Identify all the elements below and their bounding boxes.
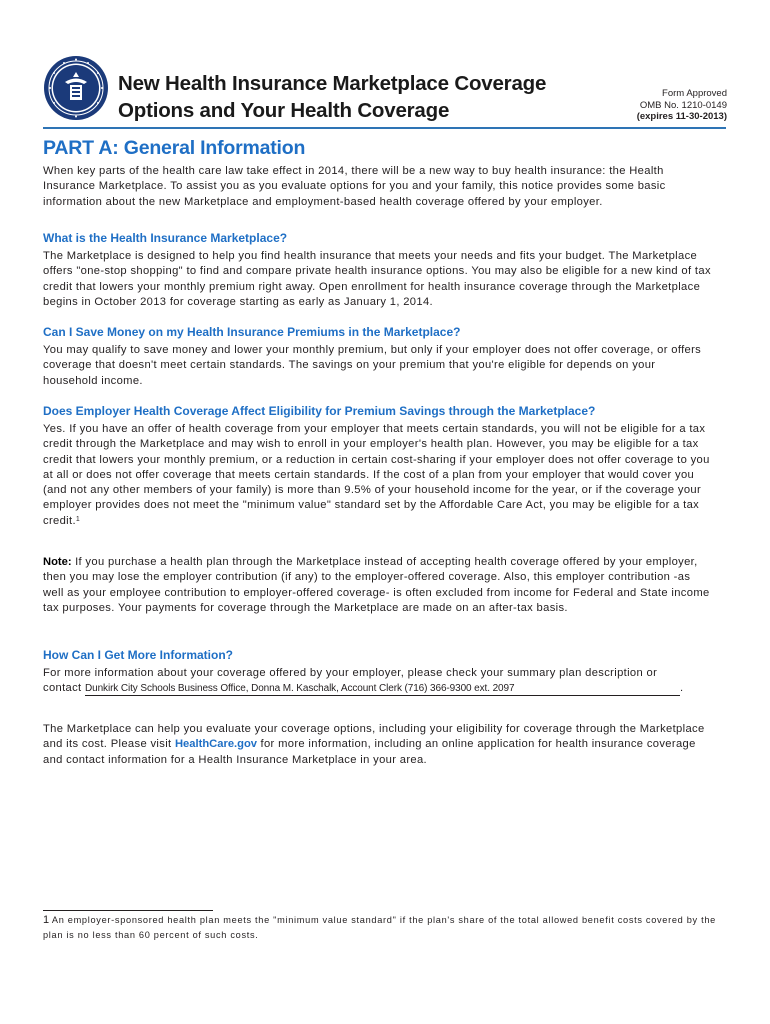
note-body: If you purchase a health plan through the Marketplace instead of accepting health coverage offered by your employer, then you may lose the employer contribution (if any) to the employer-offered coverage. Also, this employer contribution -as well as your employee contribution to employer-offered coverage- is often excluded from income for Federal and State income tax purposes. Your payments for coverage through the Marketplace are made on an after-tax basis. bbox=[43, 556, 710, 614]
section-heading-save-money: Can I Save Money on my Health Insurance Premiums in the Marketplace? bbox=[43, 325, 461, 339]
section-body-employer-coverage bbox=[43, 422, 713, 529]
footnote bbox=[43, 913, 723, 942]
footnote-divider bbox=[43, 910, 213, 911]
part-a-title: PART A: General Information bbox=[43, 137, 306, 159]
marketplace-help-after-link: for more information, including an online application for health insurance coverage and contact information for a Health Insurance Marketplace in your area. bbox=[43, 738, 696, 766]
header-divider bbox=[43, 127, 726, 129]
marketplace-help-before-link: The Marketplace can help you evaluate your coverage options, including your eligibility for coverage through the Marketplace and its cost. Please visit bbox=[43, 723, 705, 751]
employer-coverage-text: Yes. If you have an offer of health coverage from your employer that meets certain standards, you will not be eligible for a tax credit through the Marketplace and may wish to enroll in your employer's health plan. However, you may be eligible for a tax credit that lowers your monthly premium, or a reduction in certain cost-sharing if your employer does not offer coverage to you at all or does not offer coverage that meets certain standards. If the cost of a plan from your employer that would cover you (and not any other members of your family) is more than 9.5% of your household income for the year, or if the coverage your employer provides does not meet the "minimum value" standard set by the Affordable Care Act, you may be eligible for a tax credit. bbox=[43, 423, 710, 527]
title-line-1: New Health Insurance Marketplace Coverage bbox=[118, 72, 547, 95]
healthcare-gov-link[interactable]: HealthCare.gov bbox=[174, 738, 258, 751]
contact-line bbox=[43, 681, 713, 696]
notice-title bbox=[118, 70, 588, 124]
form-approved-label: Form Approved bbox=[662, 88, 727, 99]
intro-paragraph: When key parts of the health care law take effect in 2014, there will be a new way to buy health insurance: the Health Insurance Marketplace. To assist you as you evaluate options for you and your family, this notice provides some basic information about the new Marketplace and employment-based health coverage offered by your employer. bbox=[43, 165, 666, 208]
section-heading-marketplace: What is the Health Insurance Marketplace? bbox=[43, 231, 288, 245]
title-line-2: Options and Your Health Coverage bbox=[118, 99, 450, 122]
section-body-marketplace: The Marketplace is designed to help you find health insurance that meets your needs and fits your budget. The Marketplace offers "one-stop shopping" to find and compare private health insurance options. You may also be eligible for a new kind of tax credit that lowers your monthly premium right away. Open enrollment for health insurance coverage through the Marketplace begins in October 2013 for coverage starting as early as January 1, 2014. bbox=[43, 250, 711, 308]
contact-field: Dunkirk City Schools Business Office, Donna M. Kaschalk, Account Clerk (716) 366-9300 ext. 2097 bbox=[85, 683, 680, 696]
section-heading-more-info: How Can I Get More Information? bbox=[43, 648, 234, 662]
department-of-labor-seal-icon bbox=[43, 55, 109, 121]
expiration-date: (expires 11-30-2013) bbox=[636, 111, 727, 122]
omb-number: OMB No. 1210-0149 bbox=[639, 99, 727, 111]
marketplace-help-paragraph bbox=[43, 722, 713, 768]
section-body-save-money: You may qualify to save money and lower your monthly premium, but only if your employer does not offer coverage, or offers coverage that doesn't meet certain standards. The savings on your premium that you're eligible for depends on your household income. bbox=[43, 344, 702, 387]
footnote-reference: 1 bbox=[75, 515, 81, 523]
footnote-number: 1 bbox=[43, 914, 50, 926]
contact-end: . bbox=[680, 682, 684, 694]
more-info-body: For more information about your coverage offered by your employer, please check your summary plan description or bbox=[43, 667, 658, 679]
footnote-text: An employer-sponsored health plan meets the "minimum value standard" if the plan's share of the total allowed benefit costs covered by the plan is no less than 60 percent of such costs. bbox=[43, 915, 716, 940]
section-heading-employer-coverage: Does Employer Health Coverage Affect Eligibility for Premium Savings through the Marketplace? bbox=[43, 404, 596, 418]
note-paragraph bbox=[43, 555, 713, 616]
contact-label: contact bbox=[43, 682, 82, 694]
note-label: Note: bbox=[43, 556, 72, 568]
form-approval-block bbox=[637, 88, 727, 123]
